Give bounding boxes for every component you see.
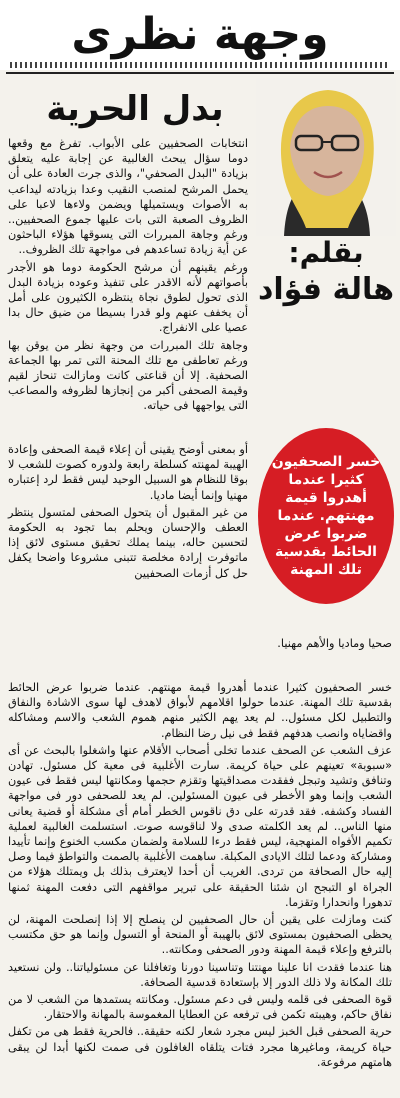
- paragraph: من غير المقبول أن يتحول الصحفى لمتسول ينتظر العطف والإحسان ويحلم بما تجود به الحكومة لتحسين حاله، بينما يملك تحقيق مستوى لائق إذا ماتوفرت إرادة مخلصة تتبنى مشروعا واضحا يكفل حل كل أزمات الصحفيين: [8, 505, 248, 580]
- article-continuation: [8, 636, 392, 653]
- paragraph: كنت ومازلت على يقين أن حال الصحفيين لن ينصلح إلا إذا إنصلحت المهنة، لن يحظى الصحفيون بمستوى لائق بالهيبة أو المنحة أو التسول وإنما هو حق مكتسب بالترفع وإعلاء قيمة المهنة ودور الصحفى ومكانته..: [8, 913, 392, 957]
- paragraph: صحيا وماديا والأهم مهنيا.: [277, 637, 392, 650]
- pull-quote-text: خسر الصحفيون كثيرا عندما أهدروا قيمة مهنتهم. عندما ضربوا عرض الحائط بقدسية تلك المهنة: [271, 454, 381, 578]
- column-masthead: [0, 0, 400, 70]
- paragraph: هنا عندما فقدت انا علينا مهنتنا وتناسينا دورنا وتغافلنا عن مسئولياتنا.. ولن نستعيد تلك المكانة ولا ذلك الدور إلا بإستعادة قدسية الصحافة.: [8, 960, 392, 989]
- author-name: هالة فؤاد: [257, 272, 395, 307]
- paragraph: أو بمعنى أوضح يقينى أن إعلاء قيمة الصحفى وإعادة الهيبة لمهنته كسلطة رابعة ولدوره كصوت للشعب لا بوقا للنظام هو السبيل الوحيد ليس فقط لرد إعتباره مهنيا وإنما أيضا ماديا.: [8, 443, 248, 502]
- paragraph: وجاهة تلك المبررات من وجهة نظر من يوقن بها ورغم تعاطفى مع تلك المحنة التى تمر بها الجماعة الصحفية. إلا أن قناعتى كانت ومازالت تنحاز لقيم وقيمة الصحفى أكبر من إنجازها لظروفه والمصاعب التى يواجهها فى حياته.: [8, 338, 248, 413]
- byline: [255, 236, 397, 310]
- paragraph: حرية الصحفى قبل الخبز ليس مجرد شعار لكنه حقيقة.. فالحرية فقط هى من تكفل حياة كريمة، وماغيرها مجرد فتات يتلقاه الغافلون فى صمت لكنها أبدا لن يبقى هامتهم مرفوعة.: [8, 1025, 392, 1069]
- paragraph: عزف الشعب عن الصحف عندما تخلى أصحاب الأقلام عنها واشغلوا بالبحث عن أى «سبوبة» تعينهم على حياة كريمة. سارت الأغلبية فى معية كل مسئول. تهادن وتنافق وتشيد وتبجل ففقدت مصداقيتها وتقزم حجمها ومكانتها ليس فقط فى عيون الشعب وإنما وهو الأخطر فى عيون المسئولين. لم يعد للصحفى دور فى مواجهة الفساد وكشفه. فقد قدرته على دق ناقوس الخطر أمام أى مشكلة أو قضية يعانى منها الناس.. لم يعد الكلمته صدى ولا لناقوسه صوت. استسلمت الغالبية لعملية تكميم الأفواه المنهجية، ليس فقط درءا للسلامة ولضمان مكسب الخنوع وإنما تأييدا ومشاركة ودعما لتلك الايادى المكبلة. ساهمت الأغلبية بالصمت والتواطؤ فيما وصل إليه حال الصحافة من تردى. الغريب أن أحدا لايعترف بذلك بل ويمتلك هؤلاء من الجراة او التبجح ان شئنا الحقيقة على تبرير مواقفهم التى دفعت المهنة ثمنها تدهورا وانحدارا وتقزما.: [8, 743, 392, 909]
- article-body-wide: [8, 680, 392, 1072]
- article-headline: بدل الحرية: [46, 89, 224, 129]
- author-photo: [256, 78, 396, 236]
- paragraph: انتخابات الصحفيين على الأبواب. تفرغ مع وقعها دوما سؤال يبحث الغالبية عن إجابة عليه يتعلق بزيادة "البدل الصحفي"، والذى جرت العادة على أن يحمل المرشح لمنصب النقيب وعدا بزيادته ليداعب به الأصوات ويستميلها ويضمن ولاءها لاعبا على الظروف الصعبة التى بات عليها جموع الصحفيين.. ورغم وجاهة المبررات التى يسوقها هؤلاء الباحثون عن أية زيادة تساعدهم فى مواجهة تلك الظروف..: [8, 137, 248, 257]
- paragraph: ورغم يقينهم أن مرشح الحكومة دوما هو الأجدر بأصواتهم لأنه الاقدر على تنفيذ وعوده بزيادة البدل الذى تحول لطوق نجاة ينتظره الكثيرون على أمل أن يخفف عنهم ولو قدرا بسيطا من ضيق حال بدا عصيا على الانفراج.: [8, 260, 248, 335]
- article-column-middle: [8, 442, 248, 583]
- author-portrait-illustration: [256, 78, 396, 236]
- paragraph: قوة الصحفى فى قلمه وليس فى دعم مسئول. ومكانته يستمدها من الشعب لا من نفاق حاكم، وهيبته تكمن فى ترفعه عن العطايا المغموسة بالمهانة والاحتقار.: [8, 993, 392, 1022]
- masthead-hatch-divider: [10, 62, 390, 68]
- article-column-top: [8, 136, 248, 416]
- byline-prefix: بقلم:: [288, 236, 364, 269]
- pull-quote: [258, 428, 394, 604]
- paragraph: خسر الصحفيون كثيرا عندما أهدروا قيمة مهنتهم. عندما ضربوا عرض الحائط بقدسية تلك المهنة. عندما حولوا اقلامهم لأبواق لاهدف لها سوى الاشادة والنفاق والتطبيل لكل مسئول.. لم يعد يهم الكثير منهم هموم الشعب والاسم ومشاكله واقضاياه وانصب هدفهم فقط فى نيل رضا النظام.: [8, 681, 392, 740]
- top-rule: [6, 72, 394, 74]
- column-title: وجهة نظرى: [71, 9, 329, 60]
